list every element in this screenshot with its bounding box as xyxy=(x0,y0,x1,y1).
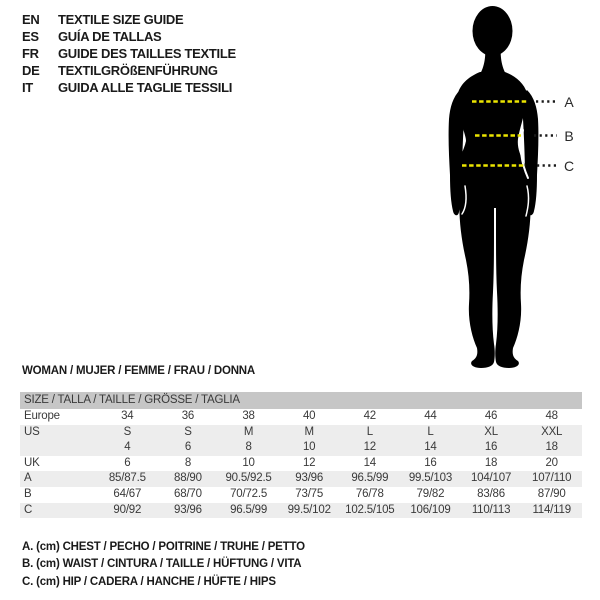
language-code: IT xyxy=(22,80,33,95)
language-title: GUIDA ALLE TAGLIE TESSILI xyxy=(58,80,233,95)
size-cell: 40 xyxy=(302,410,316,422)
marker-label-b: B xyxy=(564,128,574,144)
measurement-legend xyxy=(22,539,305,591)
size-cell: 14 xyxy=(363,456,377,469)
size-cell: 38 xyxy=(242,410,255,422)
language-title: TEXTILGRÖßENFÜHRUNG xyxy=(58,63,218,78)
size-cell: 16 xyxy=(424,456,437,469)
size-cell: 6 xyxy=(184,441,192,454)
language-title: GUIDE DES TAILLES TEXTILE xyxy=(58,46,236,61)
silhouette-left-leg xyxy=(459,192,494,368)
size-cell: XL xyxy=(484,425,498,438)
marker-label-a: A xyxy=(564,94,574,110)
language-title: TEXTILE SIZE GUIDE xyxy=(58,12,184,27)
size-cell: 18 xyxy=(484,456,498,469)
row-label: US xyxy=(24,425,40,438)
silhouette-right-leg xyxy=(495,192,530,368)
language-row-it xyxy=(22,79,236,96)
size-cell: 8 xyxy=(184,456,192,469)
language-row-en xyxy=(22,11,236,28)
language-row-de xyxy=(22,62,236,79)
size-cell: 36 xyxy=(181,410,195,422)
size-cell: 85/87.5 xyxy=(108,472,146,485)
legend-waist: B. (cm) WAIST / CINTURA / TAILLE / HÜFTUNG / VITA xyxy=(22,558,302,571)
measurement-figure xyxy=(400,0,600,380)
size-cell: 83/86 xyxy=(477,487,505,500)
size-cell: 90.5/92.5 xyxy=(225,472,272,485)
language-title: GUÍA DE TALLAS xyxy=(58,29,162,44)
size-cell: 10 xyxy=(242,456,255,469)
size-cell: 20 xyxy=(545,456,558,469)
row-label xyxy=(20,440,97,456)
size-cell: 76/78 xyxy=(355,487,384,500)
size-cell: S xyxy=(184,425,192,438)
size-cell: 96.5/99 xyxy=(351,472,389,485)
size-cell: 70/72.5 xyxy=(230,487,268,500)
language-row-es xyxy=(22,28,236,45)
size-cell: L xyxy=(427,425,434,438)
size-cell: 106/109 xyxy=(410,503,451,516)
size-cell: 87/90 xyxy=(537,487,566,500)
size-cell: M xyxy=(243,425,254,438)
size-cell: 90/92 xyxy=(113,503,142,516)
size-cell: 96.5/99 xyxy=(230,503,268,516)
size-cell: 16 xyxy=(484,441,498,454)
size-cell: 73/75 xyxy=(295,487,324,500)
size-cell: 79/82 xyxy=(416,487,445,500)
size-table-header: SIZE / TALLA / TAILLE / GRÖSSE / TAGLIA xyxy=(20,392,582,409)
row-label: C xyxy=(24,503,33,516)
size-cell: 93/96 xyxy=(174,503,202,516)
size-cell: 99.5/103 xyxy=(408,472,453,485)
size-cell: 12 xyxy=(302,456,316,469)
size-cell: 44 xyxy=(424,410,437,422)
size-cell: 114/119 xyxy=(532,503,571,516)
table-row-us-numbers xyxy=(20,440,582,456)
size-cell: 48 xyxy=(545,410,558,422)
language-row-fr xyxy=(22,45,236,62)
size-table xyxy=(20,392,582,518)
table-row-europe xyxy=(20,409,582,425)
size-cell: S xyxy=(123,425,132,438)
size-cell: 102.5/105 xyxy=(345,503,395,516)
size-cell: 107/110 xyxy=(532,472,572,485)
size-cell: 34 xyxy=(121,410,134,422)
table-row-chest xyxy=(20,471,582,487)
woman-silhouette xyxy=(400,0,600,380)
size-cell: M xyxy=(304,425,314,438)
size-cell: 64/67 xyxy=(113,487,142,500)
language-list xyxy=(22,11,236,96)
size-cell: 4 xyxy=(124,441,131,454)
language-code: EN xyxy=(22,12,40,27)
size-cell: 6 xyxy=(124,456,131,469)
table-row-hip xyxy=(20,503,582,519)
size-cell: 42 xyxy=(363,410,377,422)
size-cell: 18 xyxy=(545,441,558,454)
row-label: B xyxy=(24,487,32,500)
table-row-uk xyxy=(20,456,582,472)
size-cell: 110/113 xyxy=(471,503,511,516)
table-row-waist xyxy=(20,487,582,503)
size-cell: 12 xyxy=(363,441,377,454)
row-label: Europe xyxy=(24,410,60,422)
size-cell: 10 xyxy=(302,441,316,454)
size-cell: 93/96 xyxy=(295,472,324,485)
size-cell: 68/70 xyxy=(174,487,202,500)
language-code: ES xyxy=(22,29,39,44)
legend-chest: A. (cm) CHEST / PECHO / POITRINE / TRUHE / PETTO xyxy=(22,541,305,553)
size-cell: L xyxy=(366,425,373,438)
category-title: WOMAN / MUJER / FEMME / FRAU / DONNA xyxy=(22,365,256,377)
size-cell: 104/107 xyxy=(470,472,512,485)
language-code: DE xyxy=(22,63,40,78)
size-cell: XXL xyxy=(541,425,563,438)
row-label: UK xyxy=(24,456,40,469)
size-cell: 99.5/102 xyxy=(287,503,331,516)
marker-label-c: C xyxy=(563,158,575,174)
table-row-us-letters xyxy=(20,425,582,441)
size-cell: 8 xyxy=(245,441,252,454)
language-code: FR xyxy=(22,46,39,61)
size-cell: 14 xyxy=(424,441,437,454)
row-label: A xyxy=(24,472,32,485)
size-cell: 88/90 xyxy=(174,472,202,485)
legend-hip: C. (cm) HIP / CADERA / HANCHE / HÜFTE / HIPS xyxy=(22,575,276,588)
size-cell: 46 xyxy=(484,410,498,422)
